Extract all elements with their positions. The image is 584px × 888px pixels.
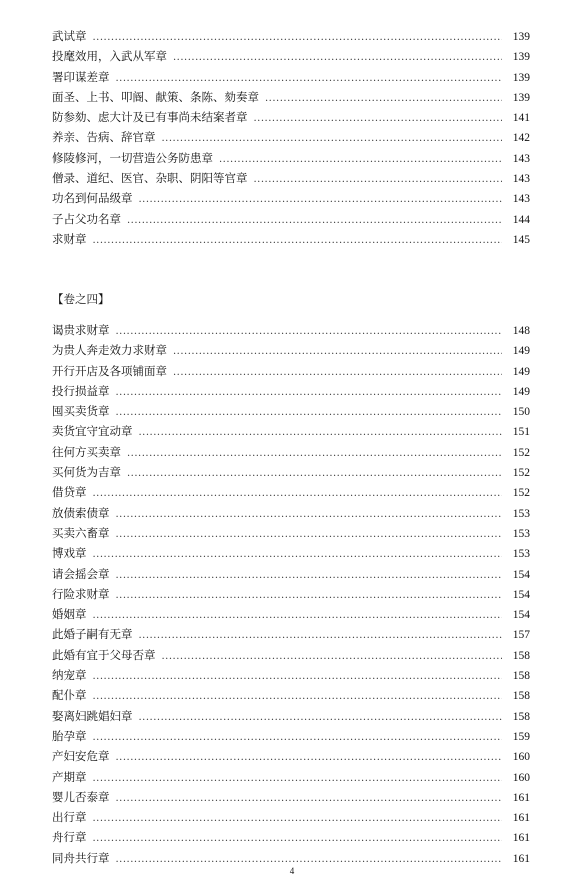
toc-entry	[52, 26, 530, 46]
dot-leader	[162, 647, 503, 667]
toc-entry	[52, 46, 530, 66]
toc-entry-page: 148	[512, 325, 530, 337]
toc-entry-page: 152	[512, 487, 530, 500]
toc-entry-title: 放债索债章	[52, 503, 116, 523]
toc-entry	[52, 107, 530, 127]
toc-entry-page: 139	[512, 51, 530, 64]
toc-entry-title: 为贵人奔走效力求财章	[52, 340, 173, 360]
toc-entry	[52, 87, 530, 107]
dot-leader	[254, 109, 503, 129]
toc-entry-title: 产妇安危章	[52, 746, 116, 766]
toc-entry-page: 139	[512, 71, 530, 84]
toc-entry-page: 142	[512, 132, 530, 145]
toc-entry-title: 舟行章	[52, 827, 93, 847]
dot-leader	[254, 170, 503, 190]
dot-leader	[116, 748, 503, 768]
toc-entry	[52, 848, 530, 868]
toc-entry	[52, 320, 530, 340]
toc-entry	[52, 767, 530, 787]
toc-list-preceding-section	[52, 26, 530, 249]
section-heading-volume-4: 【卷之四】	[52, 292, 110, 306]
toc-entry-title: 此婚有宜于父母否章	[52, 645, 162, 665]
toc-entry	[52, 543, 530, 563]
toc-entry-page: 151	[512, 426, 530, 439]
toc-entry-page: 144	[512, 213, 530, 226]
toc-entry-title: 投麾效用，入武从军章	[52, 46, 173, 66]
toc-entry	[52, 67, 530, 87]
toc-entry	[52, 624, 530, 644]
toc-entry-page: 154	[512, 588, 530, 601]
dot-leader	[116, 322, 503, 342]
toc-entry	[52, 127, 530, 147]
toc-entry-title: 胎孕章	[52, 726, 93, 746]
toc-entry	[52, 482, 530, 502]
toc-entry-title: 产期章	[52, 767, 93, 787]
toc-entry	[52, 188, 530, 208]
toc-entry-title: 子占父功名章	[52, 209, 127, 229]
toc-entry	[52, 361, 530, 381]
toc-entry	[52, 462, 530, 482]
toc-entry-page: 160	[512, 751, 530, 764]
toc-entry-title: 往何方买卖章	[52, 442, 127, 462]
dot-leader	[139, 423, 503, 443]
toc-entry-title: 面圣、上书、叩阍、献策、条陈、劾奏章	[52, 87, 265, 107]
toc-entry-page: 149	[512, 345, 530, 358]
toc-entry-page: 158	[512, 649, 530, 662]
dot-leader	[93, 829, 503, 849]
toc-entry-title: 卖货宜守宜动章	[52, 421, 139, 441]
toc-entry-page: 143	[512, 193, 530, 206]
toc-entry	[52, 807, 530, 827]
dot-leader	[93, 231, 503, 251]
toc-entry-page: 152	[512, 467, 530, 480]
toc-entry-page: 161	[512, 832, 530, 845]
toc-entry-title: 请会摇会章	[52, 564, 116, 584]
dot-leader	[93, 687, 503, 707]
dot-leader	[116, 566, 503, 586]
toc-entry-page: 153	[512, 507, 530, 520]
toc-entry	[52, 726, 530, 746]
dot-leader	[116, 789, 503, 809]
toc-entry-page: 143	[512, 173, 530, 186]
toc-entry	[52, 564, 530, 584]
toc-entry-title: 开行开店及各项铺面章	[52, 361, 173, 381]
dot-leader	[219, 150, 502, 170]
toc-entry-page: 158	[512, 690, 530, 703]
dot-leader	[93, 545, 503, 565]
toc-entry	[52, 685, 530, 705]
toc-entry	[52, 503, 530, 523]
dot-leader	[127, 444, 502, 464]
toc-entry	[52, 584, 530, 604]
toc-entry	[52, 787, 530, 807]
toc-entry	[52, 381, 530, 401]
dot-leader	[265, 89, 502, 109]
toc-entry	[52, 229, 530, 249]
toc-entry	[52, 746, 530, 766]
dot-leader	[173, 48, 502, 68]
toc-entry-title: 投行损益章	[52, 381, 116, 401]
dot-leader	[127, 211, 502, 231]
toc-entry-title: 娶离妇跳娼妇章	[52, 706, 139, 726]
dot-leader	[116, 383, 503, 403]
dot-leader	[93, 728, 503, 748]
toc-entry	[52, 604, 530, 624]
toc-entry-title: 纳宠章	[52, 665, 93, 685]
toc-entry-page: 143	[512, 152, 530, 165]
toc-entry-page: 152	[512, 446, 530, 459]
toc-entry-page: 158	[512, 670, 530, 683]
toc-entry-title: 求财章	[52, 229, 93, 249]
toc-entry	[52, 209, 530, 229]
toc-entry-page: 160	[512, 771, 530, 784]
dot-leader	[173, 342, 502, 362]
toc-entry-title: 博戏章	[52, 543, 93, 563]
toc-entry-title: 行险求财章	[52, 584, 116, 604]
toc-entry-title: 此婚子嗣有无章	[52, 624, 139, 644]
toc-entry	[52, 421, 530, 441]
dot-leader	[116, 586, 503, 606]
toc-entry-title: 囤买卖货章	[52, 401, 116, 421]
toc-entry	[52, 340, 530, 360]
dot-leader	[93, 667, 503, 687]
toc-entry-title: 婚姻章	[52, 604, 93, 624]
dot-leader	[173, 363, 502, 383]
toc-entry-title: 署印谋差章	[52, 67, 116, 87]
toc-entry-title: 养亲、告病、辞官章	[52, 127, 162, 147]
toc-entry-title: 配仆章	[52, 685, 93, 705]
toc-entry-page: 154	[512, 609, 530, 622]
toc-entry-title: 买何货为吉章	[52, 462, 127, 482]
toc-entry-title: 借贷章	[52, 482, 93, 502]
toc-entry-page: 145	[512, 233, 530, 246]
page-number: 4	[289, 866, 295, 876]
toc-entry	[52, 523, 530, 543]
toc-entry-title: 武试章	[52, 26, 93, 46]
toc-entry-title: 谒贵求财章	[52, 320, 116, 340]
dot-leader	[93, 809, 503, 829]
toc-entry-page: 154	[512, 568, 530, 581]
toc-entry	[52, 665, 530, 685]
toc-entry-page: 153	[512, 527, 530, 540]
toc-entry-page: 161	[512, 812, 530, 825]
toc-entry-page: 141	[512, 112, 530, 125]
dot-leader	[93, 769, 503, 789]
toc-entry-page: 158	[512, 710, 530, 723]
dot-leader	[116, 403, 503, 423]
toc-entry-title: 功名到何品级章	[52, 188, 139, 208]
toc-entry-page: 161	[512, 852, 530, 865]
toc-entry-page: 157	[512, 629, 530, 642]
toc-entry-page: 150	[512, 406, 530, 419]
toc-entry-page: 153	[512, 548, 530, 561]
dot-leader	[139, 190, 503, 210]
toc-entry-title: 修陵修河，一切营造公务防患章	[52, 148, 219, 168]
dot-leader	[116, 69, 503, 89]
toc-entry	[52, 645, 530, 665]
toc-entry-title: 僧录、道纪、医官、杂职、阴阳等官章	[52, 168, 254, 188]
dot-leader	[162, 129, 503, 149]
dot-leader	[93, 28, 503, 48]
toc-entry	[52, 401, 530, 421]
toc-entry-title: 婴儿否泰章	[52, 787, 116, 807]
dot-leader	[139, 626, 503, 646]
toc-entry-title: 出行章	[52, 807, 93, 827]
dot-leader	[116, 505, 503, 525]
toc-entry	[52, 148, 530, 168]
toc-entry	[52, 827, 530, 847]
toc-entry	[52, 706, 530, 726]
dot-leader	[116, 525, 503, 545]
toc-entry-title: 买卖六畜章	[52, 523, 116, 543]
toc-entry-title: 同舟共行章	[52, 848, 116, 868]
toc-entry-page: 139	[512, 31, 530, 43]
dot-leader	[139, 708, 503, 728]
dot-leader	[127, 464, 502, 484]
toc-entry-page: 139	[512, 91, 530, 104]
toc-entry-page: 161	[512, 791, 530, 804]
toc-entry	[52, 168, 530, 188]
toc-list-volume-4	[52, 320, 530, 868]
toc-entry-title: 防参劾、虑大计及已有事尚未结案者章	[52, 107, 254, 127]
dot-leader	[93, 484, 503, 504]
toc-entry-page: 149	[512, 385, 530, 398]
dot-leader	[93, 606, 503, 626]
toc-entry-page: 159	[512, 730, 530, 743]
toc-entry	[52, 442, 530, 462]
toc-entry-page: 149	[512, 365, 530, 378]
